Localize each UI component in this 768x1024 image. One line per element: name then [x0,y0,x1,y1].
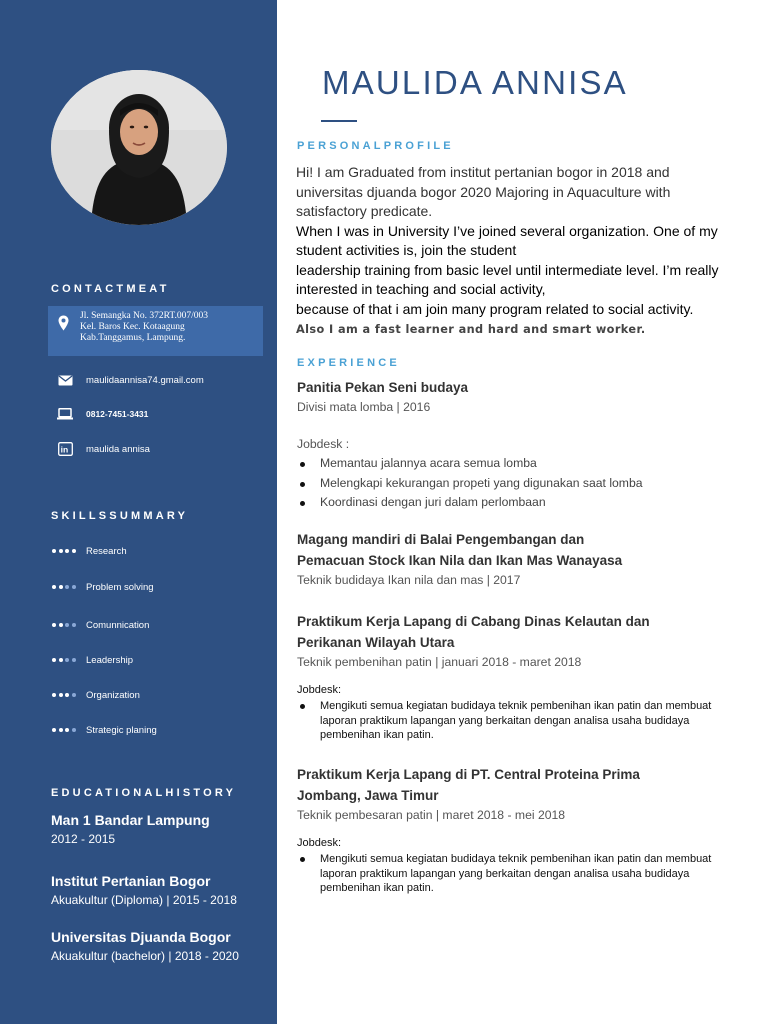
skill-label: Research [86,545,127,557]
skill-dot [52,693,56,697]
contact-heading: CONTACTMEAT [51,283,170,295]
education-school: Man 1 Bandar Lampung [51,812,210,828]
profile-text [296,163,751,340]
skill-dot [65,728,69,732]
profile-line: because of that i am join many program related to social activity. [296,300,694,317]
profile-line: satisfactory predicate. [296,203,433,219]
skill-dot [59,623,63,627]
skill-dot [65,623,69,627]
contact-email[interactable] [57,372,204,388]
skill-item [52,689,140,701]
skill-level-dots [52,623,80,627]
job-title: Panitia Pekan Seni budaya [297,380,469,395]
skill-dot [72,728,76,732]
skill-item [52,654,133,666]
skill-level-dots [52,728,80,732]
profile-line: Also I am a fast learner and hard and smart worker. [296,323,646,336]
skill-dot [72,693,76,697]
skill-dot [59,585,63,589]
job-subtitle: Teknik pembenihan patin | januari 2018 - maret 2018 [297,655,582,669]
sidebar [0,0,277,1024]
svg-text:in: in [60,444,68,455]
skill-label: Problem solving [86,581,154,593]
address-line: Kab.Tanggamus, Lampung. [80,333,186,343]
skill-label: Strategic planing [86,724,157,736]
job-subtitle: Divisi mata lomba | 2016 [297,400,431,414]
contact-linkedin[interactable] [57,441,150,457]
skill-dot [72,585,76,589]
education-detail: Akuakultur (Diploma) | 2015 - 2018 [51,893,237,907]
skill-dot [52,623,56,627]
list-item: Koordinasi dengan juri dalam perlombaan [297,493,747,513]
profile-line: interested in teaching and social activity, [296,281,546,297]
skill-level-dots [52,693,80,697]
skill-item [52,619,149,631]
list-item: Memantau jalannya acara semua lomba [297,454,747,474]
bullet-line: Mengikuti semua kegiatan budidaya teknik pembenihan ikan patin dan membuat [320,853,712,865]
job-bullets [297,699,752,743]
skill-label: Leadership [86,654,134,666]
bullet-line: laporan praktikum lapangan yang berkaitan dengan analisa usaha budidaya [320,867,690,880]
education-school: Universitas Djuanda Bogor [51,929,231,945]
profile-line: Hi! I am Graduated from institut pertanian bogor in 2018 and [296,164,670,180]
skill-item [52,581,154,593]
skill-level-dots [52,585,80,589]
contact-phone[interactable] [57,406,148,422]
job-title-line: Pemacuan Stock Ikan Nila dan Ikan Mas Wanayasa [297,552,623,568]
profile-line: When I was in University I’ve joined several organization. One of my [296,222,718,239]
job-subtitle: Teknik pembesaran patin | maret 2018 - mei 2018 [297,808,566,822]
job-title [297,612,650,653]
list-item: Melengkapi kekurangan propeti yang digunakan saat lomba [297,474,747,494]
mail-icon [57,373,73,387]
education-detail: Akuakultur (bachelor) | 2018 - 2020 [51,949,239,963]
education-detail: 2012 - 2015 [51,832,116,846]
bullet-line: pembenihan ikan patin. [320,882,434,894]
phone-text[interactable]: 0812-7451-3431 [86,409,149,419]
jobdesk-label: Jobdesk : [297,437,350,451]
skill-dot [59,658,63,662]
skill-level-dots [52,549,80,553]
job-title-line: Perikanan Wilayah Utara [297,634,455,650]
skill-label: Organization [86,689,140,701]
address-line: Kel. Baros Kec. Kotaagung [80,322,185,332]
linkedin-text[interactable]: maulida annisa [86,443,150,455]
person-name: MAULIDA ANNISA [322,64,628,101]
name-divider [321,120,357,122]
skill-dot [52,728,56,732]
address-text [80,311,260,344]
skill-dot [65,658,69,662]
skill-dot [72,623,76,627]
education-school: Institut Pertanian Bogor [51,873,211,889]
skill-dot [59,693,63,697]
email-text[interactable]: maulidaannisa74.gmail.com [86,374,204,386]
profile-line: leadership training from basic level until intermediate level. I’m really [296,261,719,278]
profile-line: universitas djuanda bogor 2020 Majoring in Aquaculture with [296,183,671,200]
skill-item [52,724,157,736]
linkedin-icon [57,442,73,456]
skill-dot [52,658,56,662]
education-heading: EDUCATIONALHISTORY [51,787,237,799]
profile-photo [51,70,227,225]
skill-dot [72,658,76,662]
job-title-line: Jombang, Jawa Timur [297,787,439,803]
skill-dot [59,728,63,732]
bullet-line: Mengikuti semua kegiatan budidaya teknik pembenihan ikan patin dan membuat [320,700,712,712]
skill-item [52,545,127,557]
job-title-line: Praktikum Kerja Lapang di PT. Central Proteina Prima [297,767,640,782]
profile-heading: PERSONALPROFILE [297,140,454,152]
skill-dot [52,585,56,589]
address-box [48,306,263,356]
skills-heading: SKILLSSUMMARY [51,510,189,522]
address-line: Jl. Semangka No. 372RT.007/003 [80,311,209,321]
list-item [297,852,752,896]
jobdesk-label: Jobdesk: [297,684,342,696]
skill-dot [65,585,69,589]
skill-label: Comunnication [86,619,150,631]
job-title [297,765,640,806]
job-bullets [297,454,747,513]
job-title [297,530,622,571]
bullet-line: laporan praktikum lapangan yang berkaitan dengan analisa usaha budidaya [320,714,690,727]
skill-dot [72,549,76,553]
skill-level-dots [52,658,80,662]
list-item [297,699,752,743]
skill-dot [65,549,69,553]
experience-heading: EXPERIENCE [297,357,400,369]
skill-dot [52,549,56,553]
skill-dot [59,549,63,553]
laptop-icon [57,407,73,421]
job-subtitle: Teknik budidaya Ikan nila dan mas | 2017 [297,573,521,587]
jobdesk-label: Jobdesk: [297,837,342,849]
job-title-line: Magang mandiri di Balai Pengembangan dan [297,532,585,547]
skill-dot [65,693,69,697]
profile-line: student activities is, join the student [296,242,517,258]
map-pin-icon [58,315,69,331]
job-bullets [297,852,752,896]
job-title-line: Praktikum Kerja Lapang di Cabang Dinas Kelautan dan [297,614,650,629]
bullet-line: pembenihan ikan patin. [320,729,434,741]
